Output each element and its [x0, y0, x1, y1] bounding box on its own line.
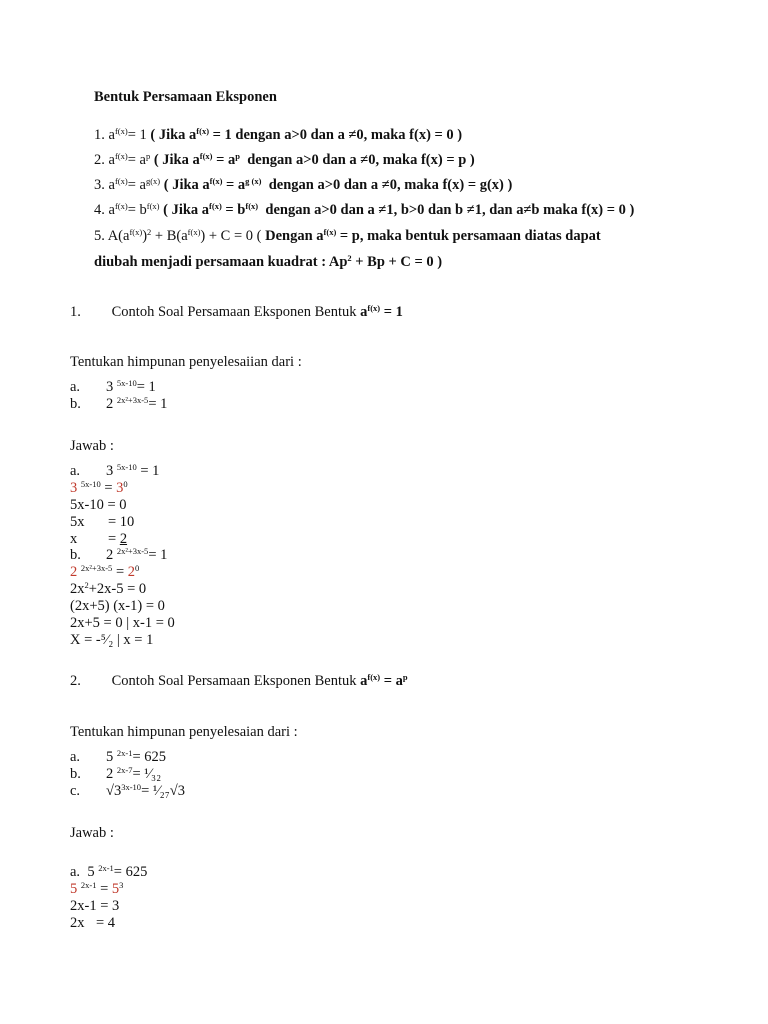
solution-line: 2x-1 = 3 — [70, 898, 120, 914]
solution-line: $2x^2+2x-5 = 0$ — [70, 580, 147, 597]
section-1-prompt: Tentukan himpunan penyelesaiian dari : — [70, 354, 302, 370]
solution-line: b. 2 $^{2x^2+3x-5}$= 1 — [70, 546, 168, 563]
solution-line: 5 $^{2x-1} = 5^3$ — [70, 880, 124, 897]
solution-line: a. 5 $^{2x-1}$= 625 — [70, 863, 148, 880]
section-2-heading: 2. Contoh Soal Persamaan Eksponen Bentuk $a^{f(x)} = a^p$ — [70, 672, 408, 689]
rule-2: 2. $a^{f(x)}= a^p$ ( Jika $a^{f(x)} = a^p$ dengan a>0 dan a ≠0, maka f(x) = p ) — [94, 151, 475, 168]
answer-label-2: Jawab : — [70, 825, 114, 841]
solution-line: a. 3 $^{5x-10}$ = 1 — [70, 462, 160, 479]
section-2-prompt: Tentukan himpunan penyelesaian dari : — [70, 724, 298, 740]
question-2a: a. 5 $^{2x-1}$= 625 — [70, 748, 167, 765]
solution-line: (2x+5) (x-1) = 0 — [70, 598, 165, 614]
page-title: Bentuk Persamaan Eksponen — [94, 89, 277, 105]
solution-line: 5x = 10 — [70, 514, 135, 530]
solution-line: 2x+5 = 0 | x-1 = 0 — [70, 615, 175, 631]
solution-line: X = -⁵⁄₂ | x = 1 — [70, 632, 154, 648]
solution-line: x = 2 — [70, 531, 128, 547]
answer-label-1: Jawab : — [70, 438, 114, 454]
rule-5-continued: diubah menjadi persamaan kuadrat : Ap$^2$ + Bp + C = 0 ) — [94, 253, 443, 270]
section-1-heading: 1. Contoh Soal Persamaan Eksponen Bentuk $a^{f(x)} = 1$ — [70, 303, 403, 320]
question-1a: a. 3 $^{5x-10}$= 1 — [70, 378, 156, 395]
solution-line: 3 $^{5x-10} = 3^0$ — [70, 479, 128, 496]
rule-3: 3. $a^{f(x)}= a^{g(x)}$ ( Jika $a^{f(x)} = a^{g (x)}$ dengan a>0 dan a ≠0, maka f(x) = g(x) ) — [94, 176, 513, 193]
rule-4: 4. $a^{f(x)}= b^{f(x)}$ ( Jika $a^{f(x)} = b^{f(x)}$ dengan a>0 dan a ≠1, b>0 dan b ≠1, dan a≠b maka f(x) = 0 ) — [94, 201, 635, 218]
solution-line: 2 $^{2x^2+3x-5} = 2^0$ — [70, 563, 140, 580]
question-2b: b. 2 $^{2x-7}$= ¹⁄₃₂ — [70, 765, 162, 782]
solution-line: 2x = 4 — [70, 915, 116, 931]
question-1b: b. 2 $^{2x^2+3x-5}$= 1 — [70, 395, 168, 412]
rule-1: 1. $a^{f(x)}= 1$ ( Jika $a^{f(x)} = 1$ dengan a>0 dan a ≠0, maka f(x) = 0 ) — [94, 126, 463, 143]
rule-5: 5. $A(a^{f(x)})^2 + B(a^{f(x)}) + C = 0$ ( Dengan $a^{f(x)} = p$, maka bentuk persamaan diatas dapat — [94, 227, 601, 244]
solution-line: 5x-10 = 0 — [70, 497, 127, 513]
rule-number: 1. — [94, 127, 105, 143]
question-2c: c. $√3^{3x-10}=$ ¹⁄₂₇√3 — [70, 782, 185, 799]
